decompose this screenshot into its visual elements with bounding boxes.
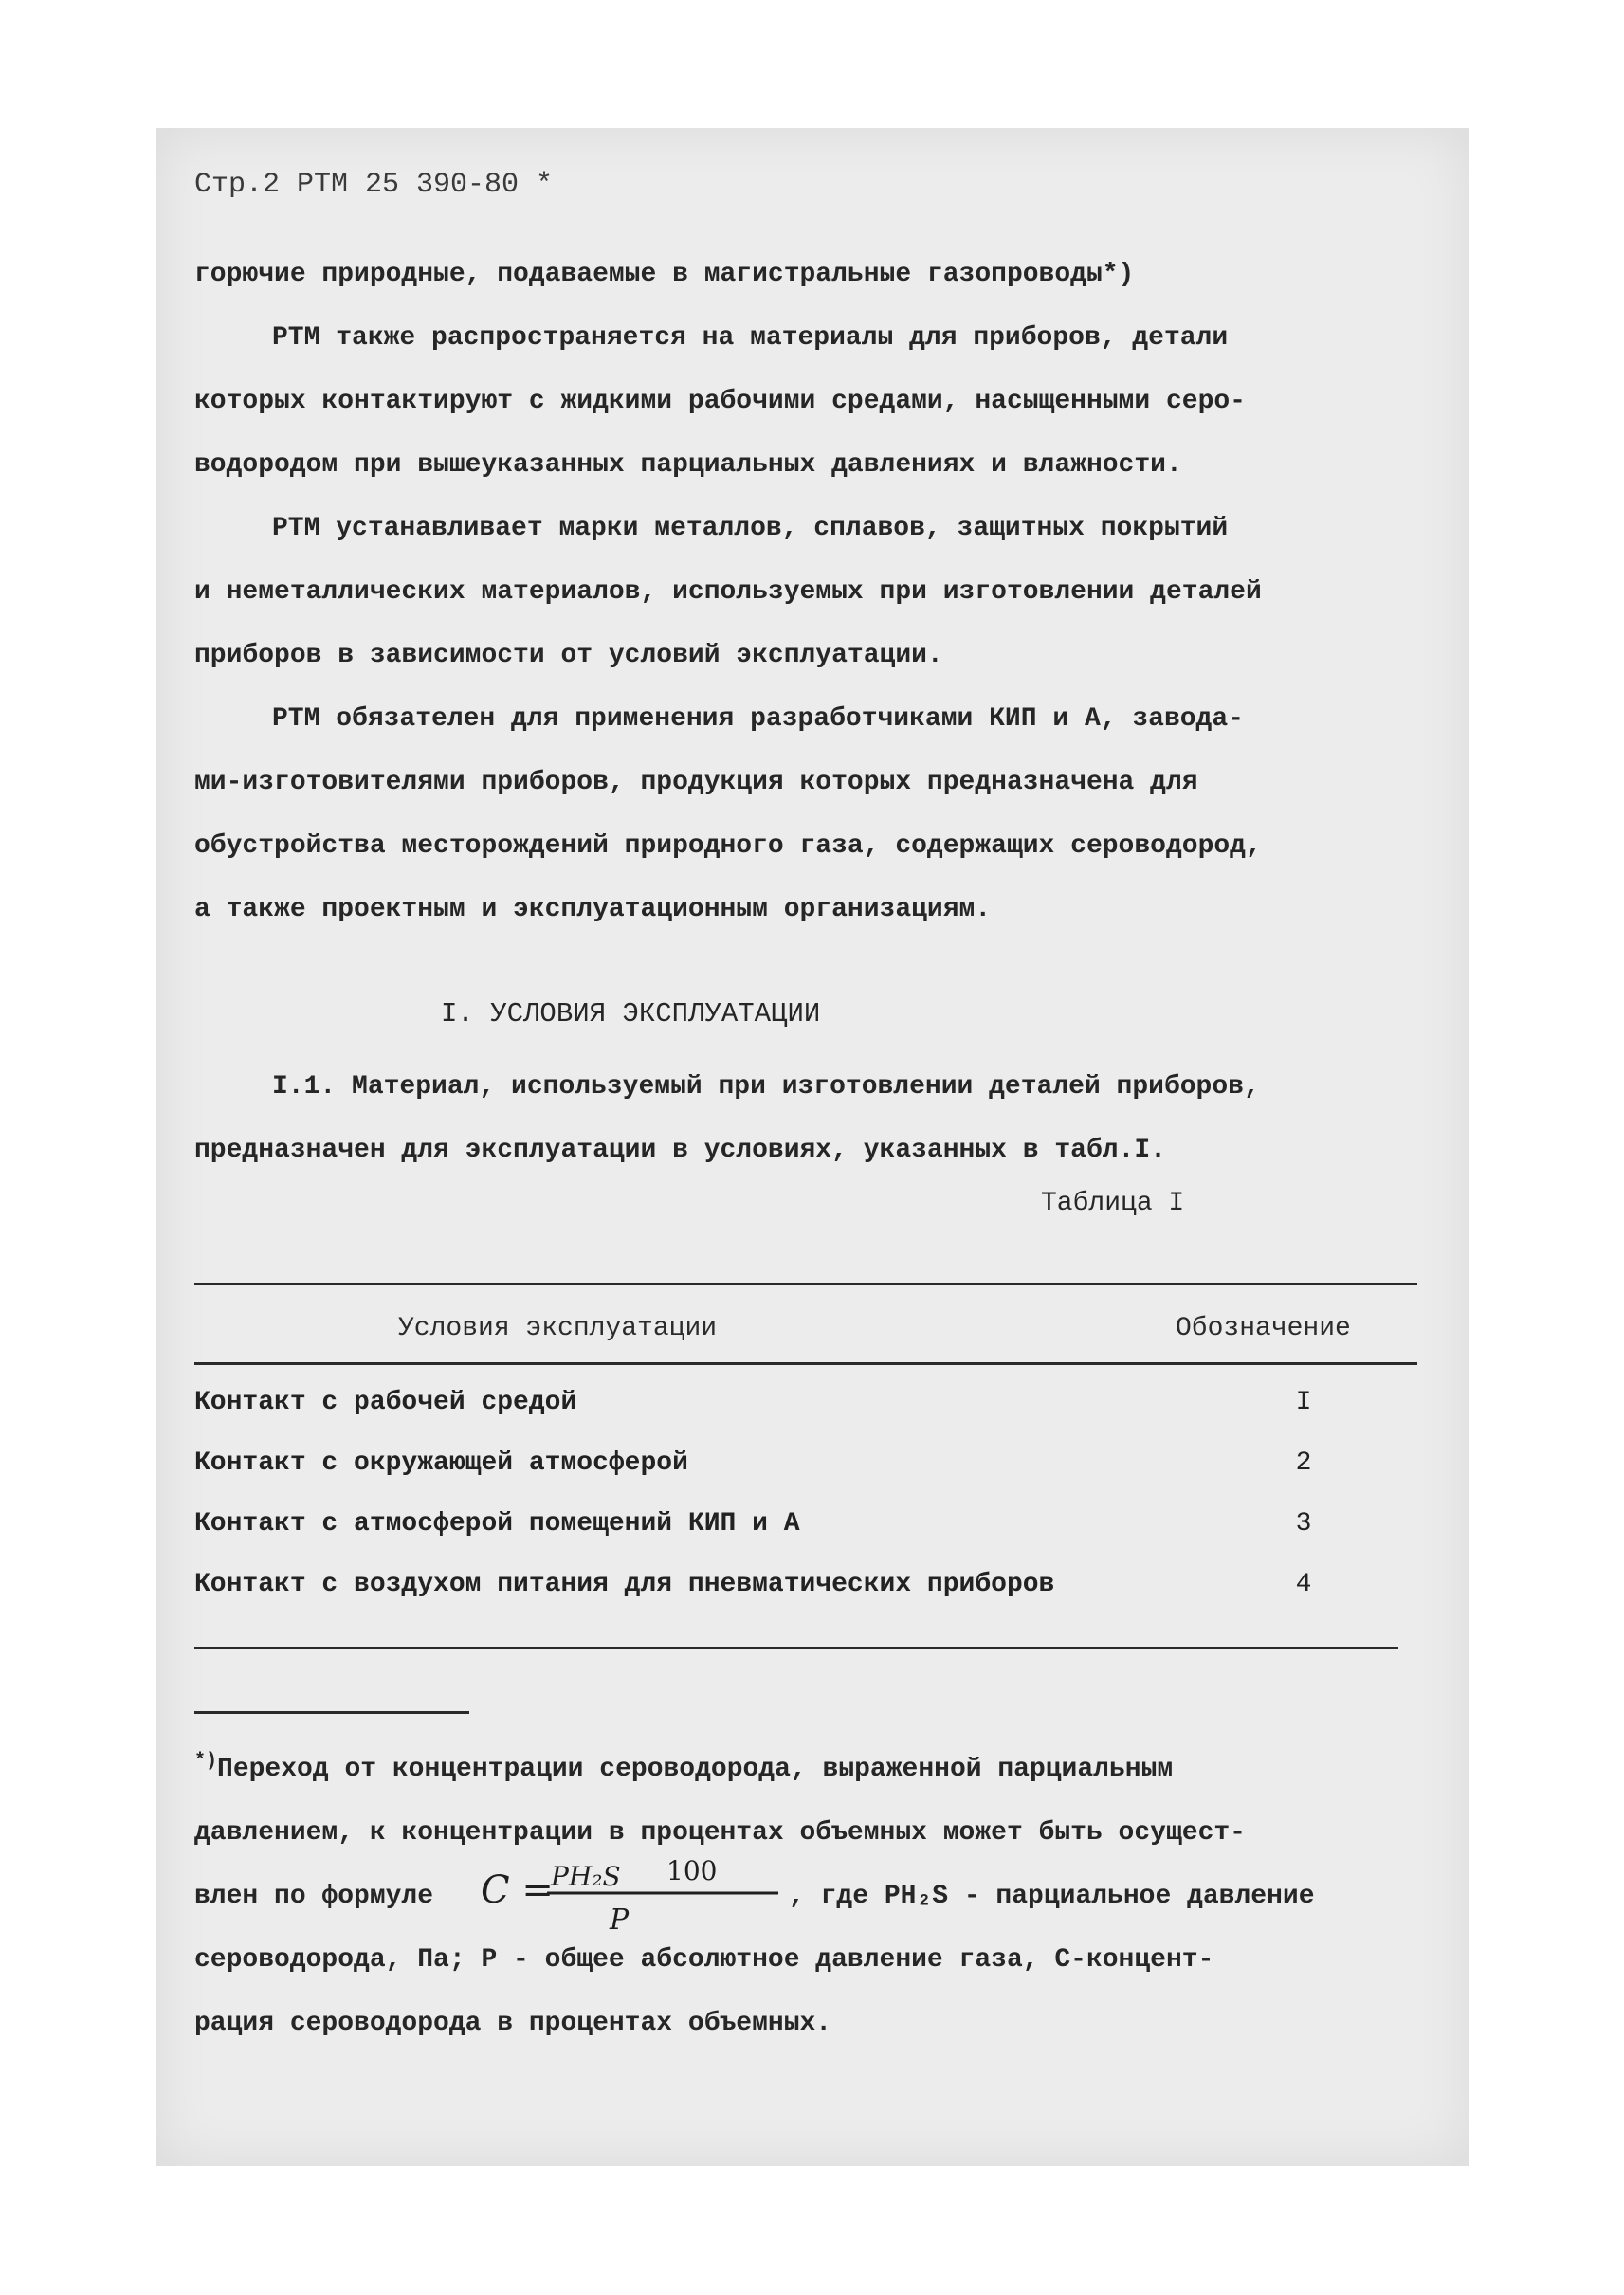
footnote-line-formula-suffix: , где PH₂S - парциальное давление xyxy=(789,1882,1315,1911)
table-row-condition: Контакт с атмосферой помещений КИП и А xyxy=(194,1509,800,1539)
section-heading: I. УСЛОВИЯ ЭКСПЛУАТАЦИИ xyxy=(441,998,821,1029)
table-header-designation: Обозначение xyxy=(1176,1314,1351,1343)
table-row-code: 3 xyxy=(1295,1509,1312,1539)
paragraph-line: горючие природные, подаваемые в магистральные газопроводы*) xyxy=(194,260,1135,289)
paragraph-line: РТМ также распространяется на материалы для приборов, детали xyxy=(272,323,1229,353)
concentration-formula xyxy=(477,1851,782,1939)
footnote-text: Переход от концентрации сероводорода, выраженной парциальным xyxy=(217,1755,1174,1784)
table-header-conditions: Условия эксплуатации xyxy=(398,1314,718,1343)
paragraph-line: обустройства месторождений природного газа, содержащих сероводород, xyxy=(194,831,1262,861)
formula-denominator: P xyxy=(610,1903,630,1937)
footnote-line: сероводорода, Па; P - общее абсолютное давление газа, C-концент- xyxy=(194,1945,1214,1975)
paragraph-line: приборов в зависимости от условий эксплуатации. xyxy=(194,641,943,670)
table-bottom-rule xyxy=(194,1647,1398,1649)
table-row-condition: Контакт с окружающей атмосферой xyxy=(194,1448,688,1478)
table-top-rule xyxy=(194,1283,1417,1285)
paragraph-line: а также проектным и эксплуатационным организациям. xyxy=(194,895,992,924)
table-row-code: I xyxy=(1295,1388,1312,1417)
paragraph-line: РТМ устанавливает марки металлов, сплавов, защитных покрытий xyxy=(272,514,1229,543)
paragraph-line: ми-изготовителями приборов, продукция которых предназначена для xyxy=(194,768,1198,797)
formula-numerator: PH₂S xyxy=(551,1861,621,1892)
table-row-condition: Контакт с воздухом питания для пневматических приборов xyxy=(194,1570,1055,1599)
table-row-condition: Контакт с рабочей средой xyxy=(194,1388,577,1417)
footnote-line: рация сероводорода в процентах объемных. xyxy=(194,2009,832,2038)
paragraph-line: и неметаллических материалов, используемых при изготовлении деталей xyxy=(194,577,1262,607)
footnote-line: давлением, к концентрации в процентах объемных может быть осущест- xyxy=(194,1818,1246,1848)
clause-line: I.1. Материал, используемый при изготовлении деталей приборов, xyxy=(272,1072,1260,1102)
formula-lhs: C = xyxy=(481,1868,554,1912)
paragraph-line: которых контактируют с жидкими рабочими средами, насыщенными серо- xyxy=(194,387,1246,416)
formula-factor: 100 xyxy=(666,1855,718,1886)
table-row-code: 2 xyxy=(1295,1448,1312,1478)
table-row-code: 4 xyxy=(1295,1570,1312,1599)
footnote-marker: *) xyxy=(194,1750,218,1773)
paragraph-line: водородом при вышеуказанных парциальных давлениях и влажности. xyxy=(194,450,1182,480)
footnote-line xyxy=(194,1750,1174,1786)
table-caption: Таблица I xyxy=(1041,1189,1185,1218)
clause-line: предназначен для эксплуатации в условиях, указанных в табл.I. xyxy=(194,1136,1166,1165)
page-reference: Стр.2 РТМ 25 390-80 * xyxy=(194,169,554,201)
footnote-line-formula-prefix: влен по формуле xyxy=(194,1882,434,1911)
table-header-rule xyxy=(194,1362,1417,1365)
footnote-separator xyxy=(194,1711,469,1714)
paragraph-line: РТМ обязателен для применения разработчиками КИП и А, завода- xyxy=(272,704,1244,734)
